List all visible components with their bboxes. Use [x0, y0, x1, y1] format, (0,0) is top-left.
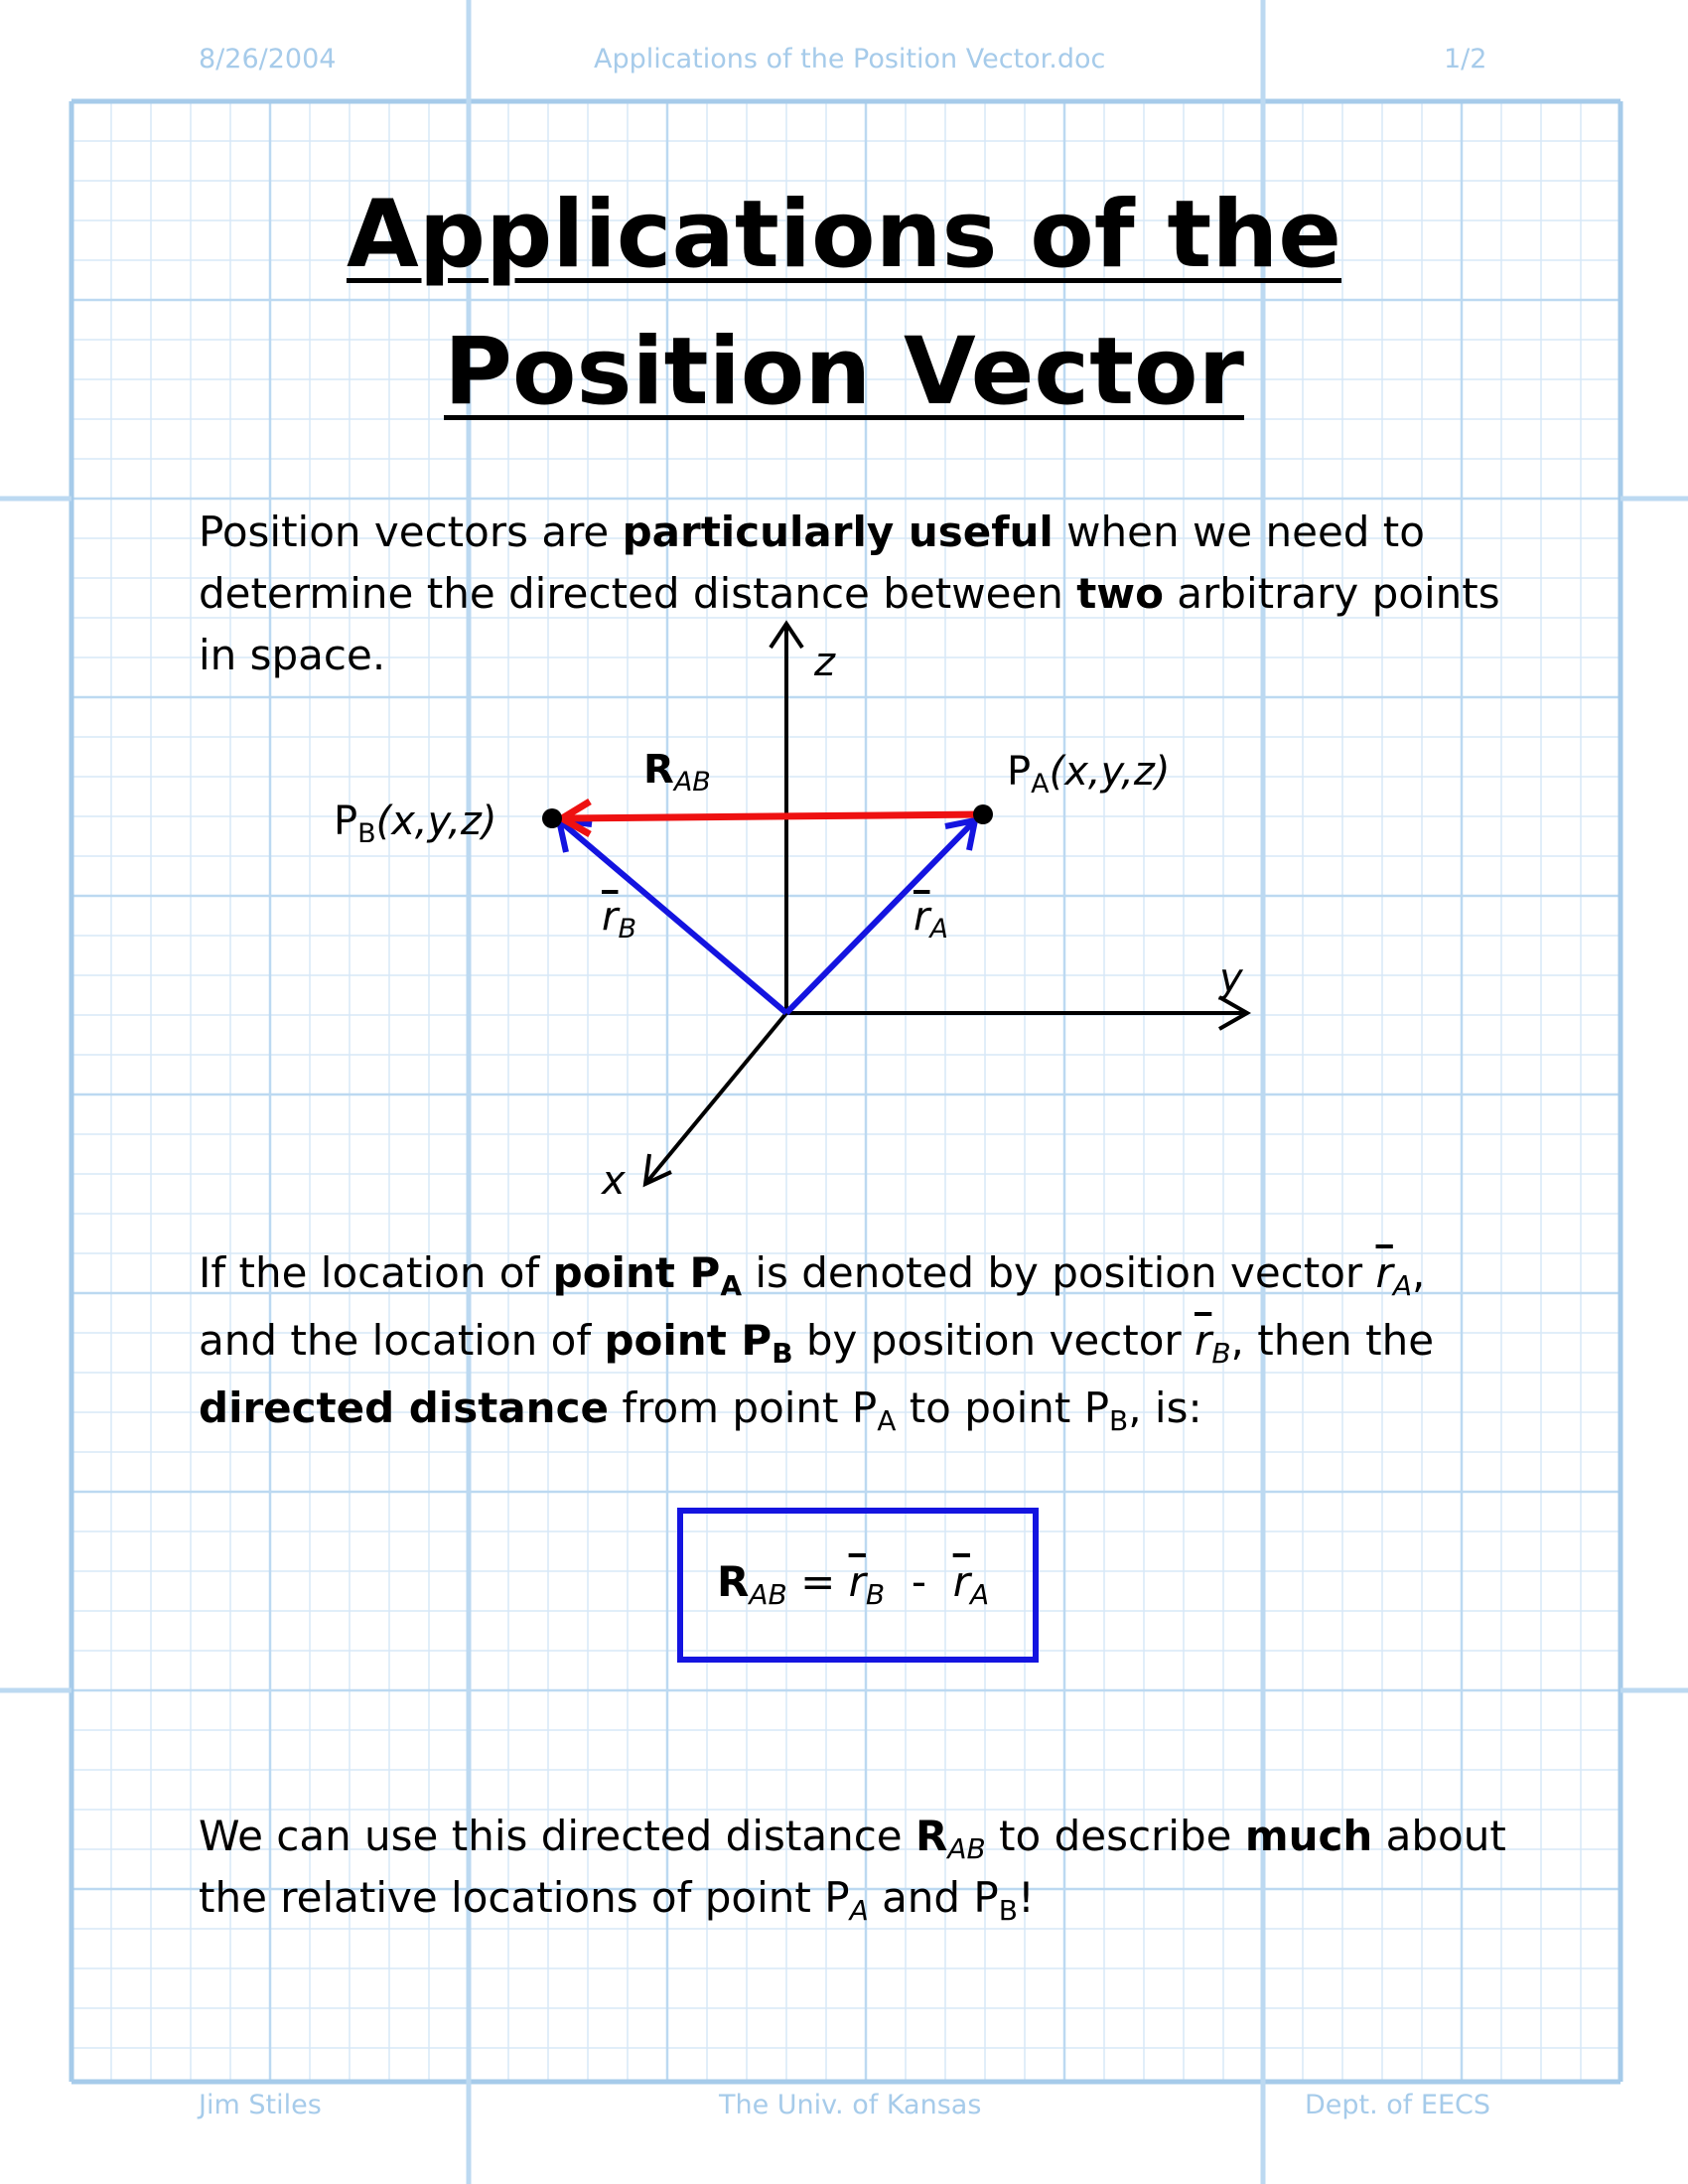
point-b-label: $P_B(x,y,z)$ — [334, 799, 497, 849]
y-axis-label: y — [1219, 955, 1243, 1001]
r-b-vector-arrow — [559, 820, 786, 1013]
conclusion-paragraph — [199, 1806, 1506, 1929]
z-axis-label: z — [814, 640, 835, 685]
page-title-line-1: Applications of the — [346, 181, 1342, 289]
header-filename: Applications of the Position Vector.doc — [594, 44, 1106, 74]
header-date: 8/26/2004 — [199, 44, 337, 74]
intro-line-3: in space. — [199, 631, 386, 679]
point-a-dot — [973, 804, 993, 824]
x-axis-label: x — [602, 1158, 626, 1204]
intro-line-2: determine the directed distance between two arbitrary points — [199, 569, 1500, 618]
point-b-dot — [542, 808, 562, 828]
conclusion-line-1: We can use this directed distance $R_{AB}$ to describe much about — [199, 1812, 1506, 1865]
x-axis — [645, 1013, 786, 1184]
point-a-label: $P_A(x,y,z)$ — [1007, 749, 1171, 800]
r-a-label: $\overline{r}_A$ — [914, 894, 948, 945]
equation: $R_{AB} = \overline{r}_B - \overline{r}_A$ — [717, 1557, 990, 1611]
intro-line-1: Position vectors are particularly useful when we need to — [199, 508, 1425, 556]
definition-line-1: If the location of point $P_A$ is denoted by position vector $\overline{r}_A$, — [199, 1248, 1426, 1302]
definition-line-3: directed distance from point $P_A$ to point $P_B$, is: — [199, 1383, 1202, 1437]
page-title-line-2: Position Vector — [444, 318, 1244, 426]
footer-university: The Univ. of Kansas — [719, 2090, 982, 2120]
r-ab-vector-arrow — [562, 801, 983, 834]
r-ab-label: $R_{AB}$ — [643, 747, 711, 798]
footer-author: Jim Stiles — [199, 2090, 322, 2120]
r-b-label: $\overline{r}_B$ — [602, 894, 636, 945]
definition-paragraph — [199, 1239, 1434, 1442]
conclusion-line-2: the relative locations of point $P_A$ and $P_B$! — [199, 1873, 1035, 1927]
y-axis — [786, 997, 1247, 1029]
header-page-number: 1/2 — [1444, 44, 1487, 74]
footer-department: Dept. of EECS — [1305, 2090, 1491, 2120]
definition-line-2: and the location of point $P_B$ by position vector $\overline{r}_B$, then the — [199, 1316, 1435, 1370]
